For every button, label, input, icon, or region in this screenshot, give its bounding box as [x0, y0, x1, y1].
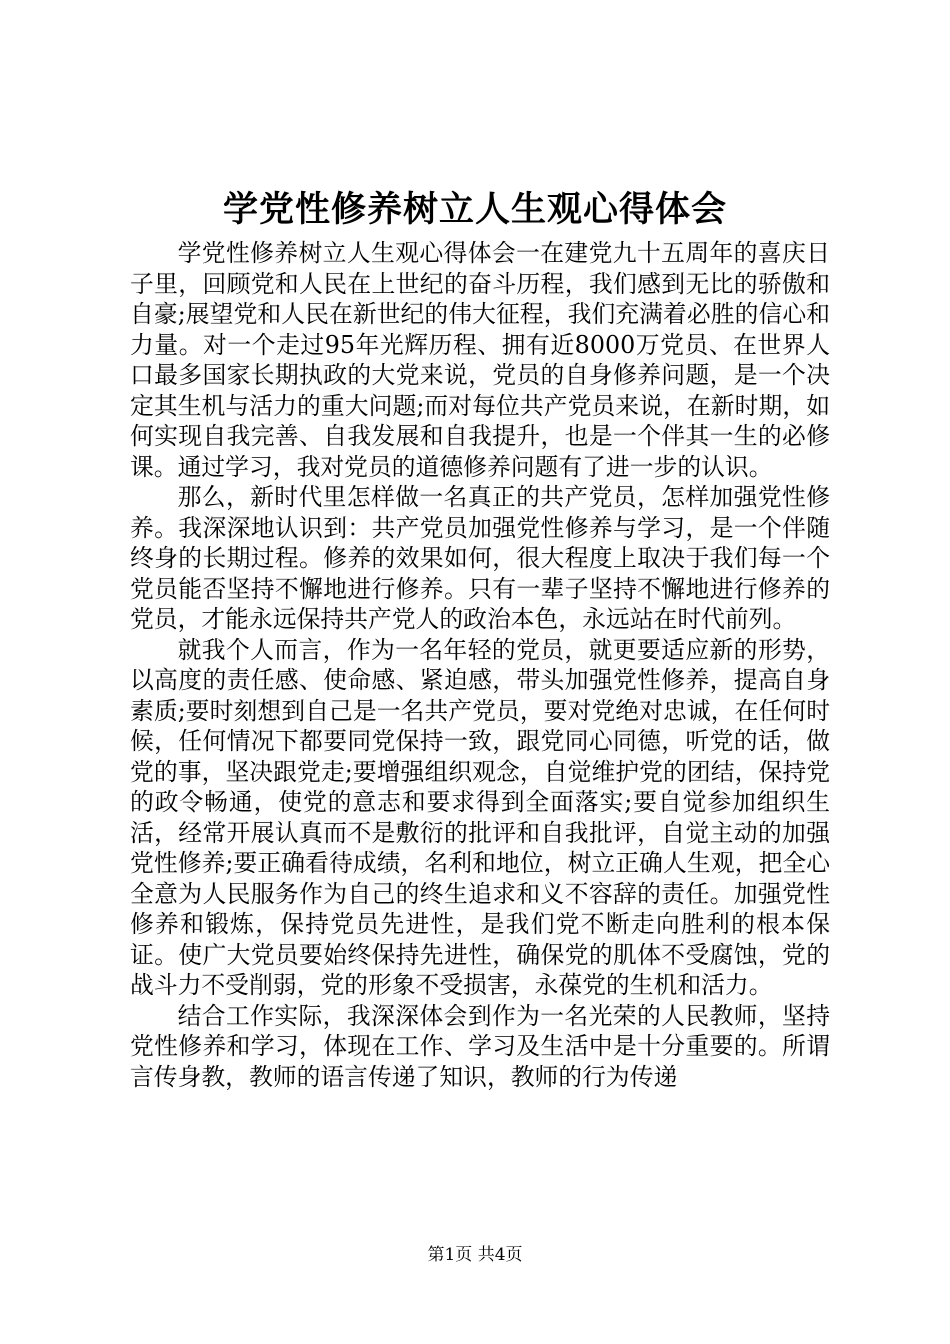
paragraph-4: 结合工作实际，我深深体会到作为一名光荣的人民教师，坚持党性修养和学习，体现在工作、学习及生活中是十分重要的。所谓言传身教，教师的语言传递了知识，教师的行为传递: [130, 1001, 830, 1091]
document-body: [130, 238, 830, 1092]
paragraph-3: 就我个人而言，作为一名年轻的党员，就更要适应新的形势，以高度的责任感、使命感、紧迫感，带头加强党性修养，提高自身素质;要时刻想到自己是一名共产党员，要对党绝对忠诚，在任何时候，任何情况下都要同党保持一致，跟党同心同德，听党的话，做党的事，坚决跟党走;要增强组织观念，自觉维护党的团结，保持党的政令畅通，使党的意志和要求得到全面落实;要自觉参加组织生活，经常开展认真而不是敷衍的批评和自我批评，自觉主动的加强党性修养;要正确看待成绩，名利和地位，树立正确人生观，把全心全意为人民服务作为自己的终生追求和义不容辞的责任。加强党性修养和锻炼，保持党员先进性，是我们党不断走向胜利的根本保证。使广大党员要始终保持先进性，确保党的肌体不受腐蚀，党的战斗力不受削弱，党的形象不受损害，永葆党的生机和活力。: [130, 635, 830, 999]
paragraph-2: 那么，新时代里怎样做一名真正的共产党员，怎样加强党性修养。我深深地认识到：共产党员加强党性修养与学习，是一个伴随终身的长期过程。修养的效果如何，很大程度上取决于我们每一个党员能否坚持不懈地进行修养。只有一辈子坚持不懈地进行修养的党员，才能永远保持共产党人的政治本色，永远站在时代前列。: [130, 483, 830, 633]
paragraph-1: 学党性修养树立人生观心得体会一在建党九十五周年的喜庆日子里，回顾党和人民在上世纪的奋斗历程，我们感到无比的骄傲和自豪;展望党和人民在新世纪的伟大征程，我们充满着必胜的信心和力量。对一个走过95年光辉历程、拥有近8000万党员、在世界人口最多国家长期执政的大党来说，党员的自身修养问题，是一个决定其生机与活力的重大问题;而对每位共产党员来说，在新时期，如何实现自我完善、自我发展和自我提升，也是一个伴其一生的必修课。通过学习，我对党员的道德修养问题有了进一步的认识。: [130, 239, 830, 481]
document-title: 学党性修养树立人生观心得体会: [222, 189, 727, 230]
page-number-footer: 第1页 共4页: [427, 1245, 523, 1265]
